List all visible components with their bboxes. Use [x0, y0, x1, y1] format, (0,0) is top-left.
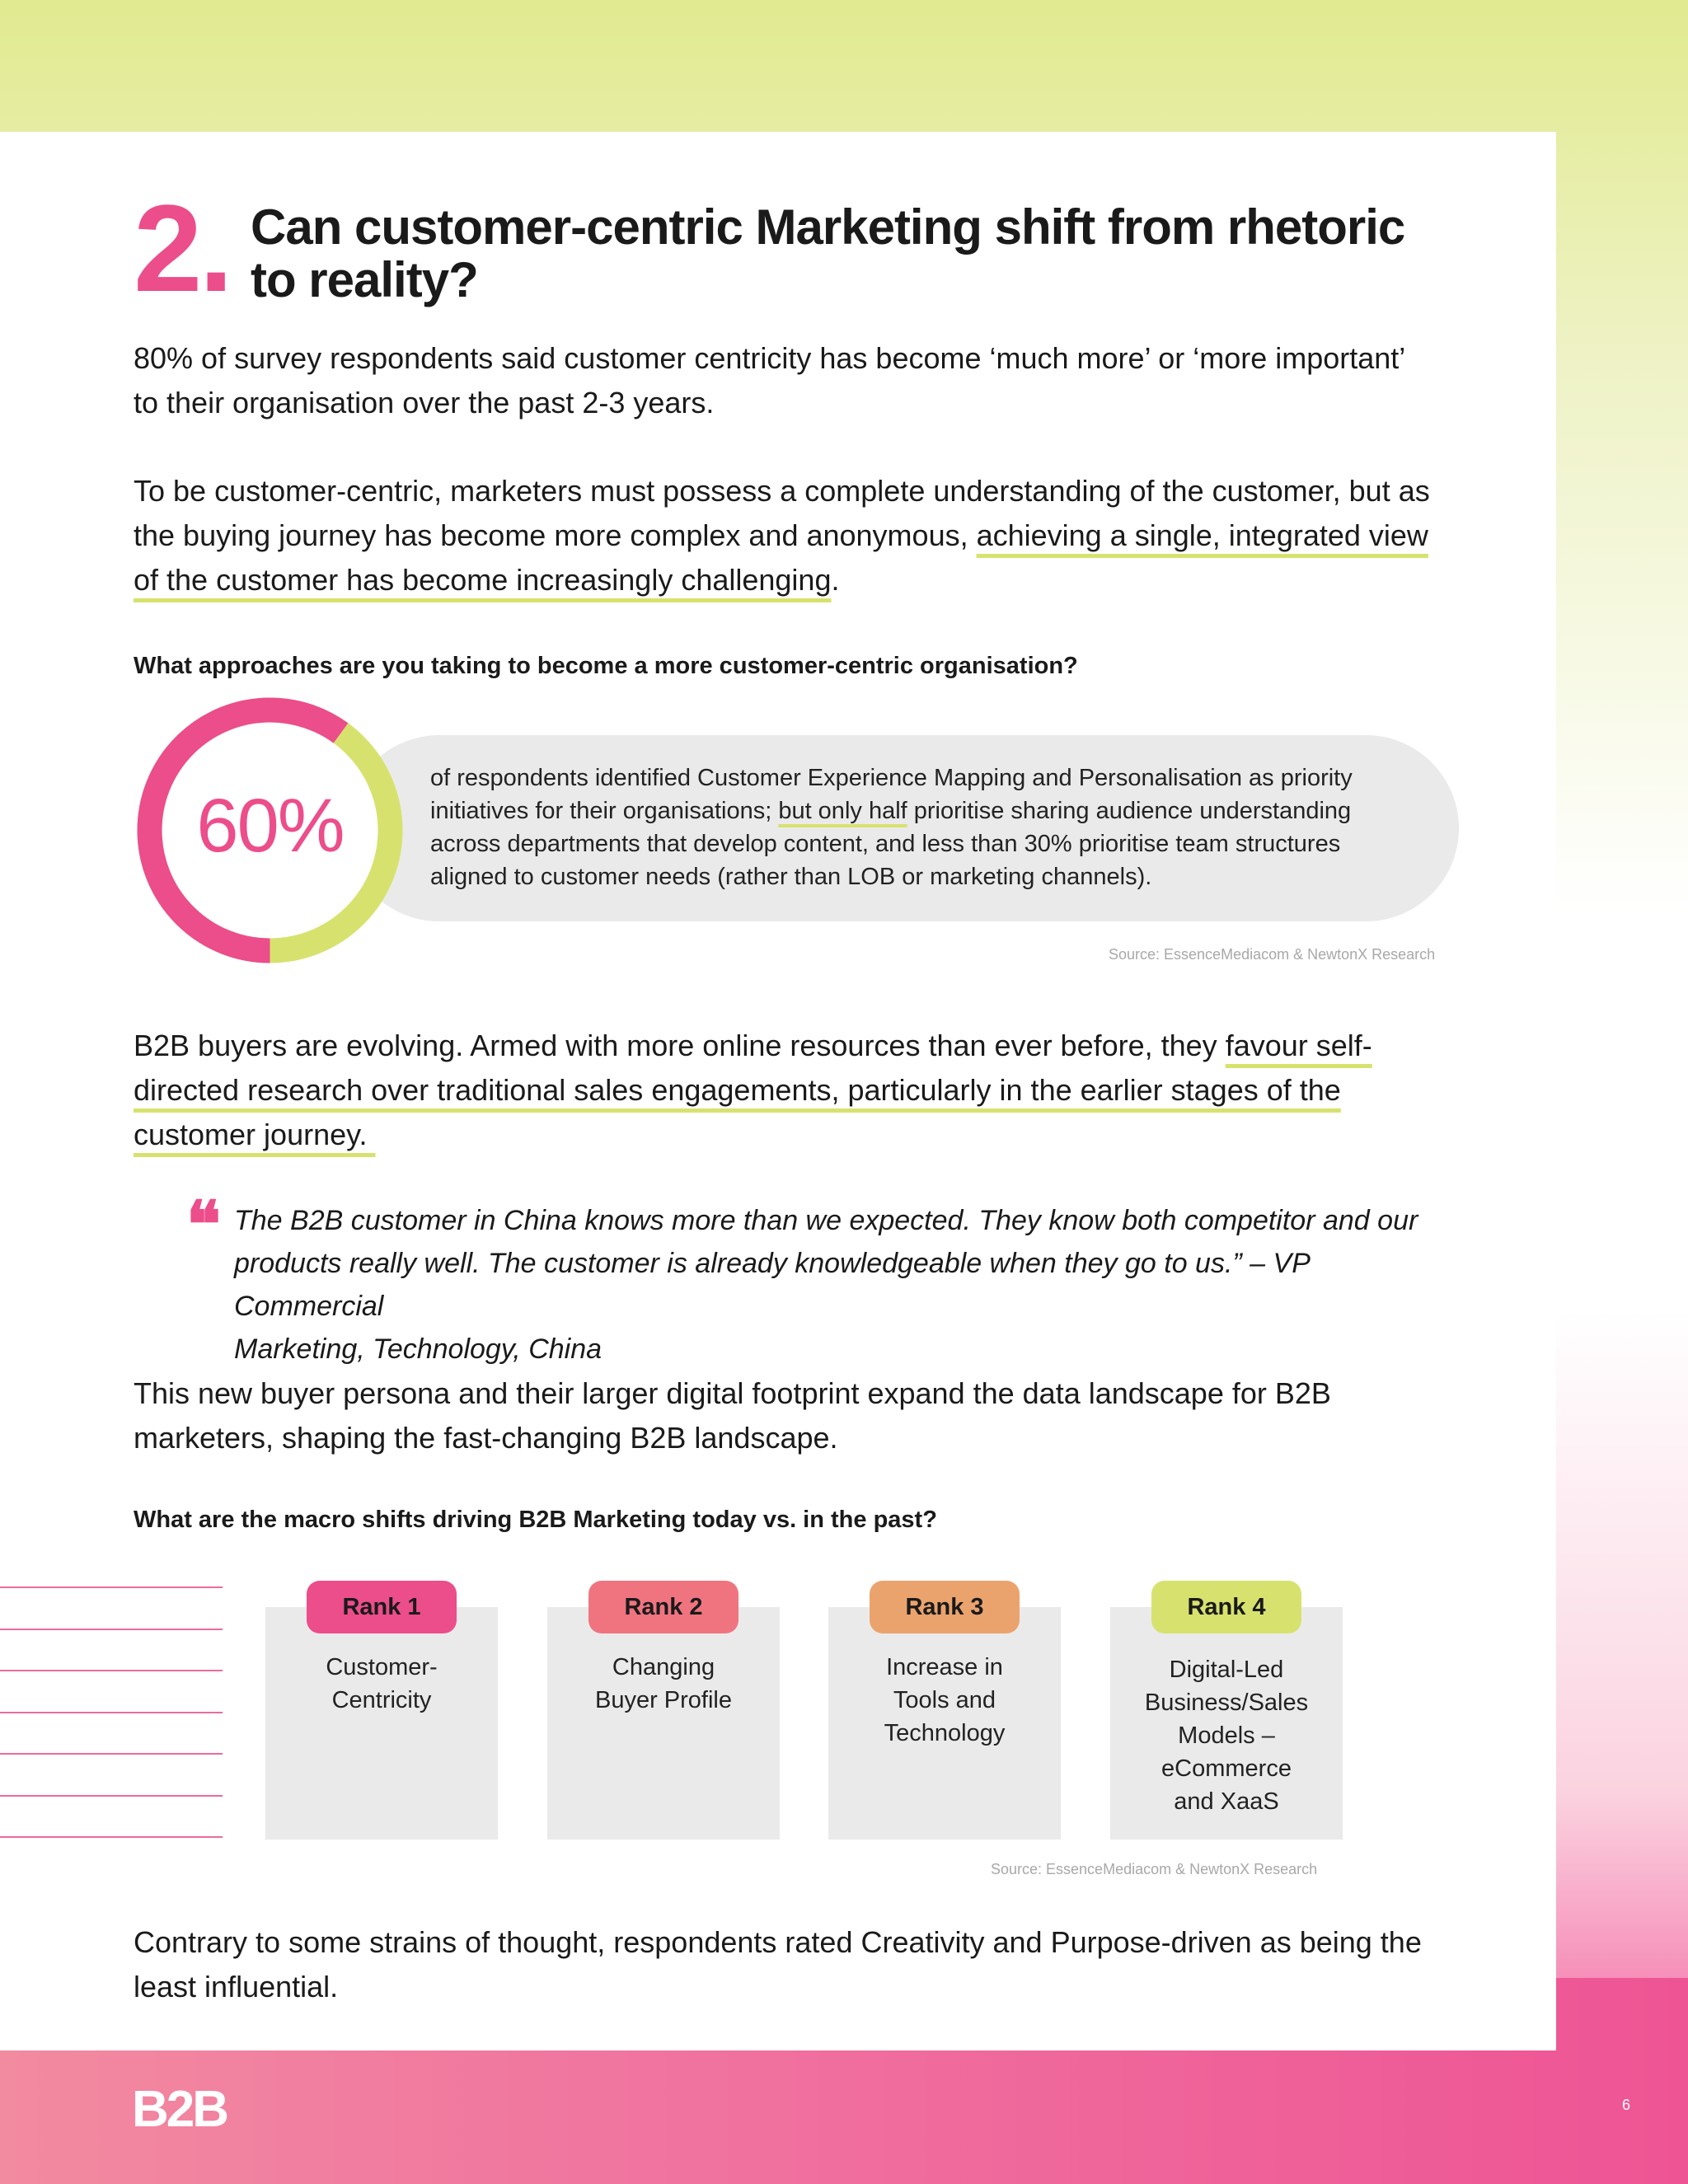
- paragraph-line: least influential.: [134, 1970, 339, 2004]
- rank-label-line: Increase in: [886, 1654, 1003, 1680]
- stat-line: [430, 794, 1419, 827]
- paragraph-intro: [134, 336, 1469, 425]
- paragraph-line: to their organisation over the past 2-3 years.: [134, 386, 715, 419]
- rank-label-4: [1110, 1653, 1343, 1818]
- rank-label-line: Tools and: [893, 1687, 996, 1713]
- quote-mark-icon: ❝: [186, 1188, 221, 1263]
- rank-label-line: Models –: [1178, 1722, 1275, 1749]
- highlighted-text: but only half: [778, 798, 907, 824]
- paragraph-line: [134, 558, 1469, 602]
- rank-badge-2: Rank 2: [588, 1581, 738, 1633]
- stat-line: across departments that develop content, and less than 30% prioritise team structures: [430, 831, 1341, 857]
- page-number: 6: [1622, 2097, 1631, 2113]
- b2b-logo: B2B: [132, 2081, 227, 2138]
- highlighted-text: achieving a single, integrated view: [976, 518, 1428, 552]
- decorative-line: [0, 1712, 223, 1713]
- rank-label-line: Changing: [612, 1654, 715, 1680]
- rank-label-1: [265, 1651, 498, 1717]
- decorative-line: [0, 1836, 223, 1838]
- text-span: .: [831, 563, 840, 597]
- rank-label-line: Buyer Profile: [594, 1687, 732, 1713]
- survey-question-2: What are the macro shifts driving B2B Marketing today vs. in the past?: [134, 1507, 937, 1533]
- paragraph-line: [134, 513, 1469, 558]
- section-number: 2.: [134, 179, 231, 317]
- highlighted-text: customer journey.: [134, 1118, 376, 1151]
- paragraph-line: marketers, shaping the fast-changing B2B landscape.: [134, 1421, 838, 1455]
- rank-badge-3: Rank 3: [870, 1581, 1020, 1633]
- title-line-2: to reality?: [251, 252, 478, 307]
- paragraph-line: [134, 1068, 1469, 1113]
- stat-description: [430, 762, 1419, 893]
- paragraph-line: [134, 1113, 1469, 1157]
- paragraph-line: 80% of survey respondents said customer centricity has become ‘much more’ or ‘more important’: [134, 341, 1406, 375]
- paragraph-b2b-buyers: [134, 1024, 1469, 1157]
- paragraph-line: [134, 1024, 1469, 1068]
- testimonial-quote: [234, 1199, 1454, 1371]
- paragraph-customer-centric: [134, 469, 1469, 602]
- highlighted-text: directed research over traditional sales engagements, particularly in the earlier stages of the: [134, 1073, 1341, 1107]
- text-span: initiatives for their organisations;: [430, 798, 779, 824]
- source-note-2: Source: EssenceMediacom & NewtonX Research: [991, 1861, 1318, 1877]
- rank-label-3: [828, 1651, 1061, 1750]
- survey-question-1: What approaches are you taking to become a more customer-centric organisation?: [134, 653, 1078, 679]
- rank-label-2: [547, 1651, 780, 1717]
- paragraph-line: This new buyer persona and their larger digital footprint expand the data landscape for B2B: [134, 1376, 1331, 1410]
- quote-line: The B2B customer in China knows more than we expected. They know both competitor and our: [234, 1205, 1418, 1236]
- paragraph-conclusion: [134, 1920, 1469, 2009]
- rank-label-line: Digital-Led: [1169, 1657, 1284, 1683]
- highlighted-text: of the customer has become increasingly challenging: [134, 563, 832, 597]
- rank-card-1: [265, 1607, 498, 1840]
- text-span: the buying journey has become more complex and anonymous,: [134, 518, 977, 552]
- decorative-line: [0, 1586, 223, 1588]
- paragraph-line: To be customer-centric, marketers must possess a complete understanding of the customer, but as: [134, 474, 1430, 508]
- rank-card-2: [547, 1607, 780, 1840]
- stat-value: 60%: [196, 784, 344, 868]
- highlighted-text: favour self-: [1225, 1029, 1372, 1062]
- rank-label-line: Customer-: [326, 1654, 438, 1680]
- source-note-1: Source: EssenceMediacom & NewtonX Research: [1109, 946, 1436, 963]
- decorative-line: [0, 1670, 223, 1671]
- rank-badge-1: Rank 1: [307, 1581, 457, 1633]
- page-title: [251, 201, 1446, 307]
- rank-badge-4: Rank 4: [1151, 1581, 1301, 1633]
- rank-label-line: Technology: [884, 1720, 1006, 1746]
- paragraph-buyer-persona: [134, 1371, 1469, 1460]
- decorative-line: [0, 1629, 223, 1630]
- text-span: prioritise sharing audience understanding: [907, 798, 1352, 824]
- text-span: B2B buyers are evolving. Armed with more online resources than ever before, they: [134, 1029, 1226, 1062]
- quote-line: Marketing, Technology, China: [234, 1333, 603, 1365]
- decorative-line: [0, 1795, 223, 1797]
- decorative-line: [0, 1753, 223, 1755]
- rank-label-line: Centricity: [331, 1687, 432, 1713]
- title-line-1: Can customer-centric Marketing shift from rhetoric: [251, 199, 1405, 255]
- paragraph-line: Contrary to some strains of thought, respondents rated Creativity and Purpose-driven as being the: [134, 1925, 1422, 1959]
- stat-line: of respondents identified Customer Experience Mapping and Personalisation as priority: [430, 765, 1353, 791]
- rank-label-line: and XaaS: [1174, 1788, 1279, 1815]
- rank-label-line: Business/Sales: [1144, 1690, 1309, 1716]
- stat-line: aligned to customer needs (rather than LOB or marketing channels).: [430, 864, 1152, 890]
- quote-line: products really well. The customer is already knowledgeable when they go to us.” – VP Commercial: [234, 1248, 1310, 1322]
- rank-label-line: eCommerce: [1161, 1755, 1292, 1782]
